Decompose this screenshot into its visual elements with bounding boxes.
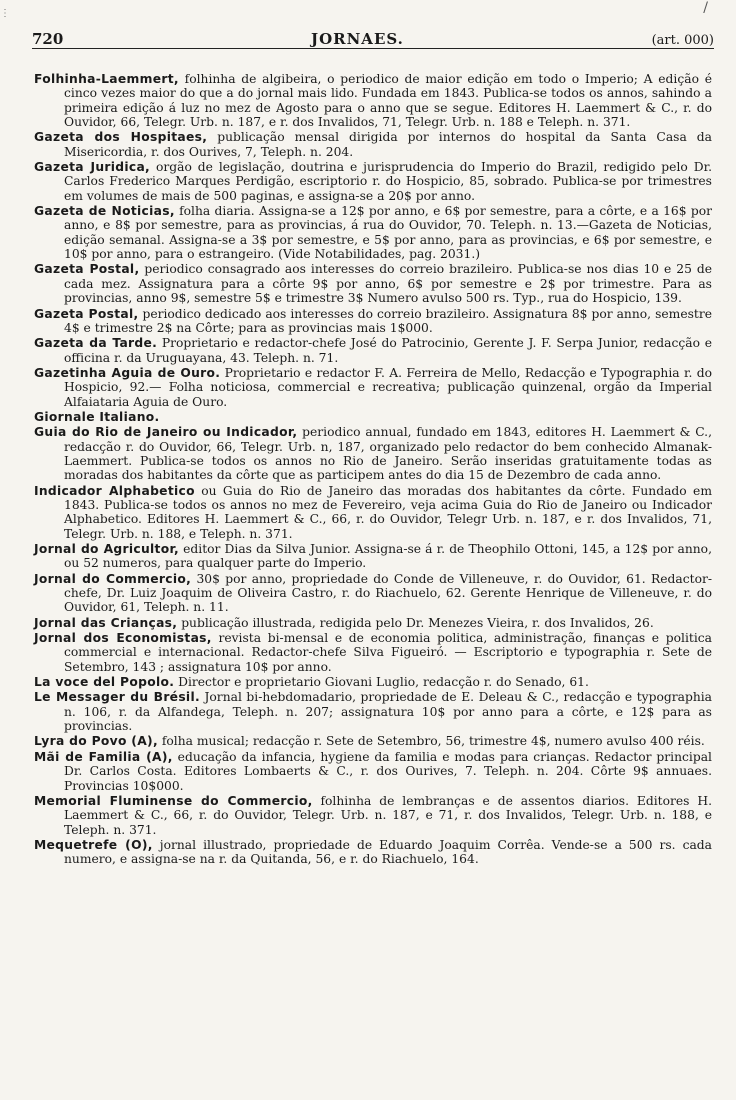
entry-name: Gazeta Postal,	[34, 262, 140, 277]
entry-text: Jornal bi-hebdomadario, propriedade de E. Deleau & C., redacção e typographia n. 106, r. da Alfandega, Teleph. n. 207; assignatura 10$ por anno para a côrte, e 12$ para as provincias.	[64, 690, 713, 734]
page-number: 720	[32, 30, 64, 48]
list-item	[34, 616, 712, 630]
entry-text: folha diaria. Assigna-se a 12$ por anno, e 6$ por semestre, para a côrte, e a 16$ por anno, e 8$ por semestre, para as provincias, á rua do Ouvidor, 70. Teleph. n. 13.—Gazeta de Noticias, edição semanal. Assigna-se a 3$ por semestre, e 5$ por anno, para as provincias, e 6$ por semestre, e 10$ por anno, para o estrangeiro. (Vide Notabilidades, pag. 2031.)	[64, 204, 712, 262]
entry-text: editor Dias da Silva Junior. Assigna-se á r. de Theophilo Ottoni, 145, a 12$ por anno, ou 52 numeros, para qualquer parte do Imperio.	[64, 542, 712, 571]
entry-name: Gazeta Postal,	[34, 306, 139, 321]
margin-mark: ⋮	[0, 8, 10, 19]
list-item	[34, 675, 712, 689]
entry-name: Gazeta de Noticias,	[34, 204, 175, 219]
entry-name: Le Messager du Brésil.	[34, 690, 200, 705]
entry-text: periodico annual, fundado em 1843, editores H. Laemmert & C., redacção r. do Ouvidor, 66, Telegr. Urb. n, 187, organizado pelo redactor do bem conhecido Almanak-Laemmert. Publica-se todos os annos no Rio de Janeiro. Serão inseridas gratuitamente todas as moradas dos habitantes da côrte que as participem antes do dia 15 de Dezembro de cada anno.	[64, 425, 712, 483]
entry-name: Giornale Italiano.	[34, 409, 160, 424]
entry-text: Proprietario e redactor F. A. Ferreira de Mello, Redacção e Typographia r. do Hospicio, 92.— Folha noticiosa, commercial e recreativa; publicação quinzenal, orgão da Imperial Alfaiataria Aguia de Ouro.	[64, 365, 713, 409]
entry-name: Gazeta Juridica,	[34, 160, 151, 175]
list-item	[34, 425, 712, 482]
entry-name: Jornal dos Economistas,	[34, 631, 212, 646]
entry-name: Gazeta dos Hospitaes,	[34, 130, 208, 145]
list-item	[34, 307, 712, 336]
list-item	[34, 410, 712, 424]
entry-text: 30$ por anno, propriedade do Conde de Villeneuve, r. do Ouvidor, 61. Redactor-chefe, Dr. Luiz Joaquim de Oliveira Castro, r. do Riachuelo, 62. Gerente Henrique de Villeneuve, r. do Ouvidor, 61, Teleph. n. 11.	[64, 571, 713, 615]
list-item	[34, 690, 712, 733]
page-title: JORNAES.	[310, 30, 404, 48]
list-item	[34, 542, 712, 571]
entry-name: Gazetinha Aguia de Ouro.	[34, 365, 221, 380]
entry-name: La voce del Popolo.	[34, 675, 175, 690]
list-item	[34, 204, 712, 261]
list-item	[34, 572, 712, 615]
entry-name: Lyra do Povo (A),	[34, 734, 158, 749]
entry-text: publicação mensal dirigida por internos do hospital da Santa Casa da Misericordia, r. dos Ourives, 7, Teleph. n. 204.	[64, 130, 712, 159]
entry-text: folha musical; redacção r. Sete de Setembro, 56, trimestre 4$, numero avulso 400 réis.	[157, 734, 705, 749]
entry-name: Jornal do Commercio,	[34, 571, 192, 586]
entry-text: periodico dedicado aos interesses do correio brazileiro. Assignatura 8$ por anno, semestre 4$ e trimestre 2$ na Côrte; para as provincias mais 1$000.	[64, 306, 713, 335]
entry-name: Jornal das Crianças,	[34, 615, 178, 630]
entry-name: Indicador Alphabetico	[34, 483, 195, 498]
list-item	[34, 262, 712, 305]
entry-text: Proprietario e redactor-chefe José do Patrocinio, Gerente J. F. Serpa Junior, redacção e officina r. da Uruguayana, 43. Teleph. n. 71.	[64, 336, 712, 365]
entry-text: Director e proprietario Giovani Luglio, redacção r. do Senado, 61.	[174, 675, 589, 690]
list-item	[34, 366, 712, 409]
list-item	[34, 794, 712, 837]
entry-name: Jornal do Agricultor,	[34, 542, 179, 556]
list-item	[34, 484, 712, 541]
entry-name: Folhinha-Laemmert,	[34, 72, 179, 86]
page-header	[32, 22, 714, 49]
list-item	[34, 631, 712, 674]
entry-text: jornal illustrado, propriedade de Eduardo Joaquim Corrêa. Vende-se a 500 rs. cada numero, e assigna-se na r. da Quitanda, 56, e r. do Riachuelo, 164.	[64, 837, 713, 867]
list-item	[34, 734, 712, 748]
list-item	[34, 336, 712, 365]
list-item	[34, 838, 712, 867]
entry-text: publicação illustrada, redigida pelo Dr. Menezes Vieira, r. dos Invalidos, 26.	[177, 615, 654, 630]
entry-text: ou Guia do Rio de Janeiro das moradas dos habitantes da côrte. Fundado em 1843. Publica-se todos os annos no mez de Fevereiro, veja acima Guia do Rio de Janeiro ou Indicador Alphabetico. Editores H. Laemmert & C., 66, r. do Ouvidor, Telegr Urb. n. 187, e r. dos Invalidos, 71, Telegr. Urb. n. 188, e Teleph. n. 371.	[64, 483, 713, 541]
entry-text: orgão de legislação, doutrina e jurisprudencia do Imperio do Brazil, redigido pelo Dr. Carlos Frederico Marques Perdigão, escriptorio r. do Hospicio, 85, sobrado. Publica-se por trimestres em volumes de mais de 500 paginas, e assigna-se a 20$ por anno.	[64, 160, 713, 203]
entry-name: Mequetrefe (O),	[34, 837, 153, 852]
entry-text: folhinha de lembranças e de assentos diarios. Editores H. Laemmert & C., 66, r. do Ouvidor, Telegr. Urb. n. 187, e 71, r. dos Invalidos, Telegr. Urb. n. 188, e Teleph. n. 371.	[64, 793, 712, 837]
entry-text: periodico consagrado aos interesses do correio brazileiro. Publica-se nos dias 10 e 25 de cada mez. Assignatura para a côrte 9$ por anno, 6$ por semestre e 2$ por trimestre. Para as provincias, anno 9$, semestre 5$ e trimestre 3$ Numero avulso 500 rs. Typ., rua do Hospicio, 139.	[64, 262, 712, 306]
list-item	[34, 72, 712, 129]
section-ref: (art. 000)	[651, 33, 714, 48]
list-item	[34, 130, 712, 159]
entry-text: revista bi-mensal e de economia politica, administração, finanças e politica commercial e internacional. Redactor-chefe Silva Figueiró. — Escriptorio e typographia r. Sete de Setembro, 143 ; assignatura 10$ por anno.	[64, 631, 712, 674]
entry-name: Gazeta da Tarde.	[34, 336, 158, 351]
list-item	[34, 160, 712, 203]
list-item	[34, 750, 712, 793]
entry-name: Memorial Fluminense do Commercio,	[34, 793, 313, 808]
corner-mark: /	[703, 0, 708, 16]
entry-text: folhinha de algibeira, o periodico de maior edição em todo o Imperio; A edição é cinco vezes maior do que a do jornal mais lido. Fundada em 1843. Publica-se todos os annos, sahindo a primeira edição á luz no mez de Agosto para o anno que se segue. Editores H. Laemmert & C., r. do Ouvidor, 66, Telegr. Urb. n. 187, e r. dos Invalidos, 71, Telegr. Urb. n. 188 e Teleph. n. 371.	[64, 72, 712, 130]
journal-entries-list	[34, 72, 712, 868]
entry-text: educação da infancia, hygiene da familia e modas para crianças. Redactor principal Dr. Carlos Costa. Editores Lombaerts & C., r. dos Ourives, 7. Teleph. n. 204. Côrte 9$ annuaes. Provincias 10$000.	[64, 749, 712, 793]
entry-name: Guia do Rio de Janeiro ou Indicador,	[34, 425, 298, 440]
entry-name: Mãi de Familia (A),	[34, 749, 173, 764]
